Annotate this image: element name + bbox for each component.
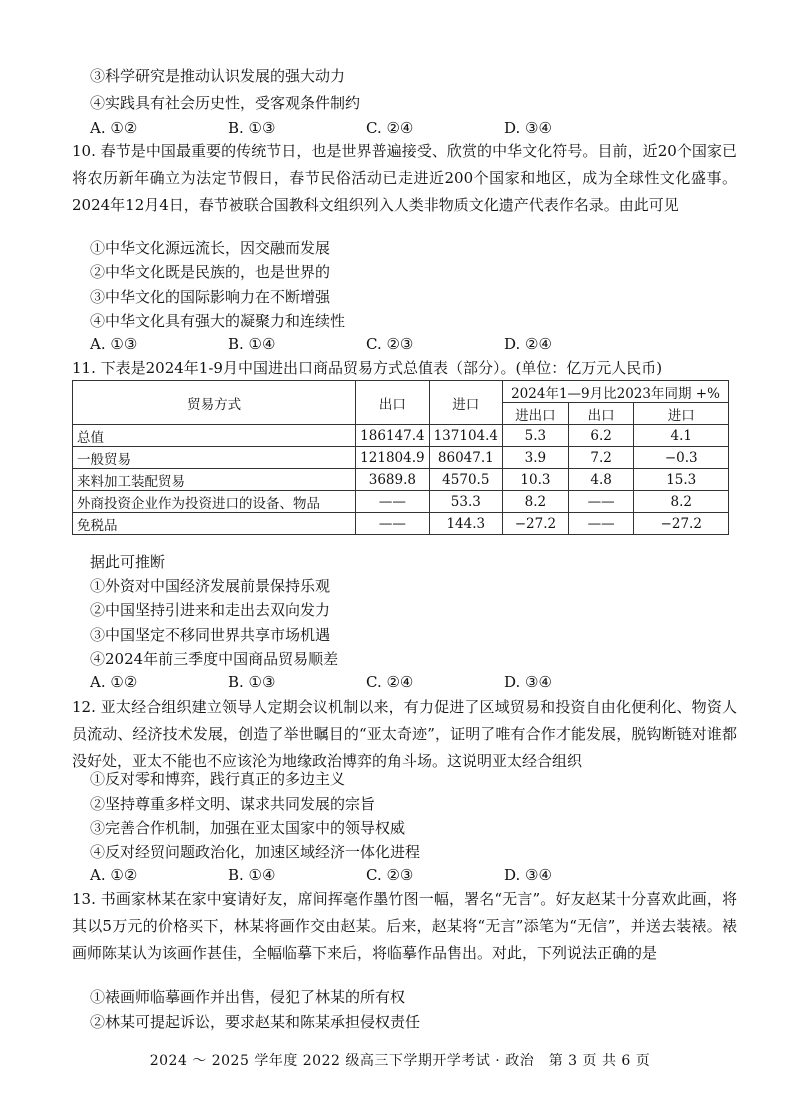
q9-option-b: B. ①③	[228, 119, 276, 137]
table-row	[73, 469, 729, 491]
table-header-row	[73, 381, 729, 403]
table-row	[73, 447, 729, 469]
cell-growth-total: 3.9	[503, 447, 569, 469]
cell-growth-import: −27.2	[634, 513, 729, 535]
cell-growth-export: ——	[568, 491, 634, 513]
q13-item-2: ②林某可提起诉讼，要求赵某和陈某承担侵权责任	[90, 1013, 421, 1031]
q10-stem: 10. 春节是中国最重要的传统节日，也是世界普遍接受、欣赏的中华文化符号。目前，近20个国家已将农历新年确立为法定节假日，春节民俗活动已走进近200个国家和地区，成为全球性文化盛事。2024年12月4日，春节被联合国教科文组织列入人类非物质文化遗产代表作名录。由此可见	[72, 142, 737, 214]
cell-export: 121804.9	[356, 447, 429, 469]
q11-option-a: A. ①②	[90, 673, 138, 691]
cell-growth-export: 6.2	[568, 425, 634, 447]
header-mode: 贸易方式	[73, 381, 356, 425]
q9-item-4: ④实践具有社会历史性，受客观条件制约	[90, 94, 361, 112]
header-growth-export: 出口	[568, 403, 634, 425]
cell-growth-total: 10.3	[503, 469, 569, 491]
cell-growth-export: 4.8	[568, 469, 634, 491]
q9-options	[90, 118, 730, 138]
header-growth-import: 进口	[634, 403, 729, 425]
q11-item-4: ④2024年前三季度中国商品贸易顺差	[90, 650, 339, 668]
q12-stem: 12. 亚太经合组织建立领导人定期会议机制以来，有力促进了区域贸易和投资自由化便利化、物资人员流动、经济技术发展，创造了举世瞩目的“亚太奇迹”，证明了唯有合作才能发展，脱钩断链对谁都没好处，亚太不能也不应该沦为地缘政治博弈的角斗场。这说明亚太经合组织	[72, 698, 737, 770]
cell-import: 53.3	[429, 491, 502, 513]
q12-option-c: C. ②③	[366, 866, 414, 884]
q11-option-c: C. ②④	[366, 673, 414, 691]
q13-item-1: ①裱画师临摹画作并出售，侵犯了林某的所有权	[90, 988, 406, 1006]
q11-item-2: ②中国坚持引进来和走出去双向发力	[90, 601, 331, 619]
q12-options	[90, 865, 730, 885]
q11-item-1: ①外资对中国经济发展前景保持乐观	[90, 577, 331, 595]
cell-growth-total: 5.3	[503, 425, 569, 447]
cell-growth-export: ——	[568, 513, 634, 535]
table-row	[73, 425, 729, 447]
q12-item-2: ②坚持尊重多样文明、谋求共同发展的宗旨	[90, 795, 376, 813]
q10-options	[90, 334, 730, 354]
q10-item-4: ④中华文化具有强大的凝聚力和连续性	[90, 312, 346, 330]
q9-option-d: D. ③④	[504, 119, 552, 137]
header-growth-group: 2024年1—9月比2023年同期 +%	[503, 381, 729, 403]
q9-option-c: C. ②④	[366, 119, 414, 137]
q12-item-1: ①反对零和博弈，践行真正的多边主义	[90, 770, 346, 788]
cell-mode: 一般贸易	[73, 447, 356, 469]
cell-growth-total: 8.2	[503, 491, 569, 513]
q10-item-1: ①中华文化源远流长，因交融而发展	[90, 239, 331, 257]
q11-option-d: D. ③④	[504, 673, 552, 691]
cell-mode: 免税品	[73, 513, 356, 535]
q10-option-d: D. ②④	[504, 335, 552, 353]
q9-item-3: ③科学研究是推动认识发展的强大动力	[90, 67, 346, 85]
q11-lead: 据此可推断	[90, 553, 166, 571]
q10-option-b: B. ①④	[228, 335, 276, 353]
trade-table	[72, 380, 729, 535]
q10-item-3: ③中华文化的国际影响力在不断增强	[90, 288, 331, 306]
q12-item-3: ③完善合作机制，加强在亚太国家中的领导权威	[90, 819, 406, 837]
q11-stem: 11. 下表是2024年1-9月中国进出口商品贸易方式总值表（部分）。(单位：亿万元人民币)	[72, 359, 663, 377]
cell-import: 86047.1	[429, 447, 502, 469]
table-row	[73, 491, 729, 513]
cell-mode: 来料加工装配贸易	[73, 469, 356, 491]
header-import: 进口	[429, 381, 502, 425]
q12-item-4: ④反对经贸问题政治化，加速区域经济一体化进程	[90, 843, 421, 861]
cell-growth-import: 15.3	[634, 469, 729, 491]
cell-export: ——	[356, 491, 429, 513]
cell-import: 137104.4	[429, 425, 502, 447]
q11-option-b: B. ①③	[228, 673, 276, 691]
cell-growth-import: −0.3	[634, 447, 729, 469]
cell-mode: 外商投资企业作为投资进口的设备、物品	[73, 491, 356, 513]
cell-mode: 总值	[73, 425, 356, 447]
q11-item-3: ③中国坚定不移同世界共享市场机遇	[90, 626, 331, 644]
cell-growth-import: 4.1	[634, 425, 729, 447]
q12-option-b: B. ①④	[228, 866, 276, 884]
q9-option-a: A. ①②	[90, 119, 138, 137]
cell-growth-export: 7.2	[568, 447, 634, 469]
cell-growth-total: −27.2	[503, 513, 569, 535]
q11-options	[90, 672, 730, 692]
q10-option-a: A. ①③	[90, 335, 138, 353]
table-row	[73, 513, 729, 535]
cell-export: 186147.4	[356, 425, 429, 447]
header-export: 出口	[356, 381, 429, 425]
q10-option-c: C. ②③	[366, 335, 414, 353]
q12-option-d: D. ③④	[504, 866, 552, 884]
q13-stem: 13. 书画家林某在家中宴请好友，席间挥毫作墨竹图一幅，署名“无言”。好友赵某十分喜欢此画，将其以5万元的价格买下，林某将画作交由赵某。后来，赵某将“无言”添笔为“无信”，并送去装裱。裱画师陈某认为该画作甚佳，全幅临摹下来后，将临摹作品售出。对此，下列说法正确的是	[72, 890, 737, 962]
cell-import: 144.3	[429, 513, 502, 535]
header-growth-total: 进出口	[503, 403, 569, 425]
q12-option-a: A. ①②	[90, 866, 138, 884]
cell-export: ——	[356, 513, 429, 535]
cell-import: 4570.5	[429, 469, 502, 491]
cell-export: 3689.8	[356, 469, 429, 491]
cell-growth-import: 8.2	[634, 491, 729, 513]
page-footer: 2024 ～ 2025 学年度 2022 级高三下学期开学考试 · 政治 第 3 页 共 6 页	[149, 1053, 651, 1069]
q10-item-2: ②中华文化既是民族的，也是世界的	[90, 263, 331, 281]
